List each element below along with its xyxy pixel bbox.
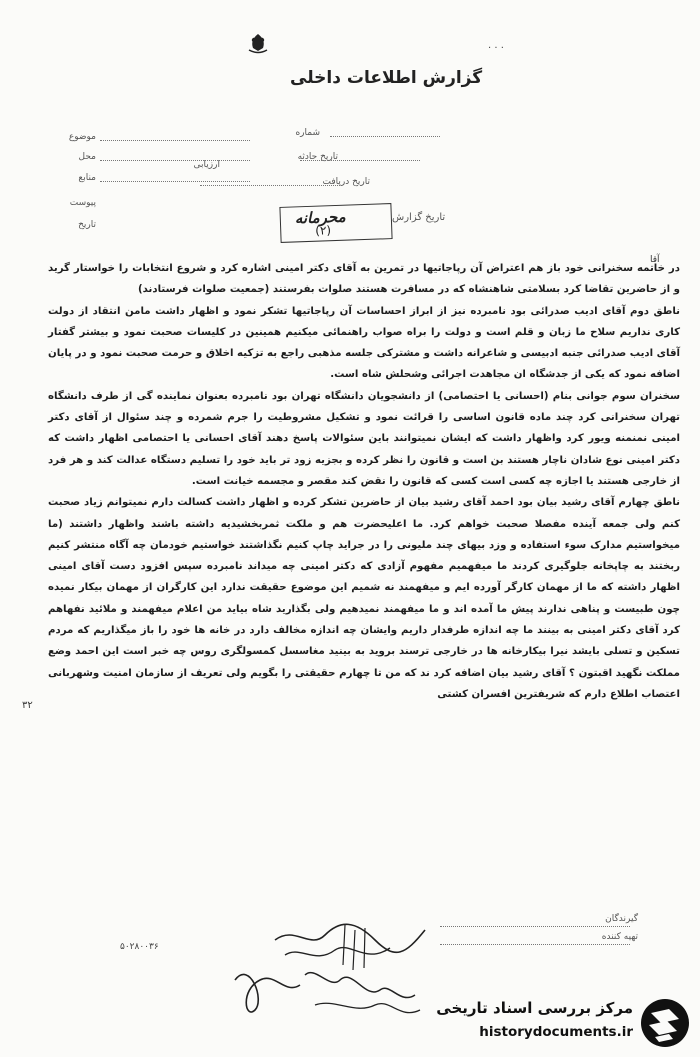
field-label-event-date: تاریخ حادثه [297,152,338,162]
margin-note: ۳۲ [22,700,33,711]
field-line-subject [100,140,250,141]
field-label-number: شماره [295,128,320,138]
paragraph-2: ناطق دوم آقای ادیب صدرائی بود نامبرده نیز از ابراز احساسات آن رپاجاتیها تشکر نمود و اظهار داشت مامن انتقاد از دولت کاری نداریم سلاح ما زبان و قلم است و دولت را براه صواب راهنمائی میکنیم همینین در کلیسات صحبت نمود و بیشتر گفتار آقای ادیب صدرائی جنبه ادبیسی و شاعرانه داشت و مشترکی جلسه مذهبی راجع به تزکیه اخلاق و حرمت صحبت نمود و در پایان اضافه نمود که یکی از جدشگاه ان مجاهدت اجرائی وشحلش شاه است. [48,305,680,381]
top-handwritten-note: آقا [650,255,660,265]
field-line-place [100,160,250,161]
field-label-report-date: تاریخ گزارش [392,212,446,223]
stamp-number: (۲) [315,223,332,238]
report-body [48,258,680,705]
distribution-label: گیرندگان [605,914,638,924]
distribution-line [440,926,630,927]
confidential-stamp [279,203,392,243]
archive-watermark [405,995,695,1057]
archive-logo-icon [639,997,691,1049]
paragraph-1: در خاتمه سخنرانی خود باز هم اعتراض آن رپاجاتیها در تمرین به آقای دکتر امینی اشاره کرد و شروع انتخابات را خواستار گرید و از حاضرین تقاضا کرد بسلامتی شاهنشاه که در مسافرت هستند صلوات بفرستند (جمعیت صلوات فرستادند) [48,263,680,296]
reader-line [440,944,630,945]
paragraph-3: سخنران سوم جوانی بنام (احسانی یا احتصامی) از دانشجویان دانشگاه تهران بود نامبرده بعنوان نماینده گی از طرف دانشگاه تهران سخنرانی کرد چند ماده قانون اساسی را قرائت نمود و تشکیل مشروطیت را جرم شمرده و چند سئوال از آقای دکتر امینی نمنمنه ویور کرد واظهار داشت که ایشان نمیتوانند باین سئوالات پاسخ دهند آقای احسانی یا احتصامی اظهار داشت که دکتر امینی نوع شادان ناچار هستند بن است و قانون را نظر کرده و بجزیه زود تر باید خود را تسلیم دستگاه عدالت کند و هر فرد از خارجی هستند یا اجازه چه کسی است کسی که قانون را نقض کند مقصر و مجسمه خیانت است. [48,390,680,487]
document-title: گزارش اطلاعات داخلی [290,68,483,88]
document-mark: . . . [488,40,504,51]
paragraph-4: ناطق چهارم آقای رشید بیان بود احمد آقای رشید بیان از حاضرین تشکر کرده و اظهار داشت کسالت دارم نمیتوانم زیاد صحبت کنم ولی جمعه آینده مفصلا صحبت خواهم کرد. ما اعلیحضرت هم و ملکت ثمربخشیدیه داشته باشند واظهار داشتند (ما میخواستیم مدارک سوء استفاده و وزد بیهای چند ملیونی را در جراید چاپ کنیم نگذاشتند خواستیم خودمان چه آگاه منتشر کنیم ربختند به چاپخانه جلوگیری کردند ما میفهمیم مفهوم آزادی که دکتر امینی چه میداند نامبرده سپس افزود دست آقای امینی اظهار داشته که ما از مهمان کارگر آورده ایم و میفهمند نه شمیم این موضوع حقیقت ندارد این کارگران از مهمان بیکار نمیده چون طبیست و پناهی ندارند پیش ما آمده اند و ما میفهمند نمیدهیم ولی بگذارید شاه بیاید من اعلام میفهمند و ملائید نفهاهم کرد آقای دکتر امینی به بینند ما چه اندازه طرفدار داریم وایشان چه اندازه مخالف دارد در خانه ها خود را باز میگذاریم که مردم تسکین و تسلی بایشد نیرا بیکارخانه ها در خارجی ترسند بروید به بینید مغاسسل کمسولگری روس چه خبر است این احمد وضع مملکت نگهید اقبتون ؟ آقای رشید بیان اضافه کرد ند که من تا چهارم حقیقتی را بگویم ولی تعریف از سازمان امنیت وشهربانی اعتصاب اطلاع دارم که شریفترین افسران کشتی [48,497,680,700]
field-label-date: تاریخ [78,220,96,230]
national-emblem-icon [245,32,271,54]
field-label-evaluation: ارزیابی [193,160,220,170]
field-line-receive-date [200,185,340,186]
field-label-place: محل [78,152,96,162]
field-label-attachment: پیوست [69,198,96,208]
field-label-subject: موضوع [68,132,96,142]
stamp-text: محرمانه [294,207,346,228]
field-label-receive-date: تاریخ دریافت [322,177,370,187]
watermark-title: مرکز بررسی اسناد تاریخی [436,999,633,1017]
field-line-sources [100,181,250,182]
reader-label: تهیه کننده [601,932,638,942]
field-line-event-date [300,160,420,161]
reference-number: ۵۰۲۸۰۰۳۶ [120,942,159,952]
field-label-sources: منابع [78,173,96,183]
field-line-number [330,136,440,137]
watermark-url: historydocuments.ir [479,1024,633,1040]
